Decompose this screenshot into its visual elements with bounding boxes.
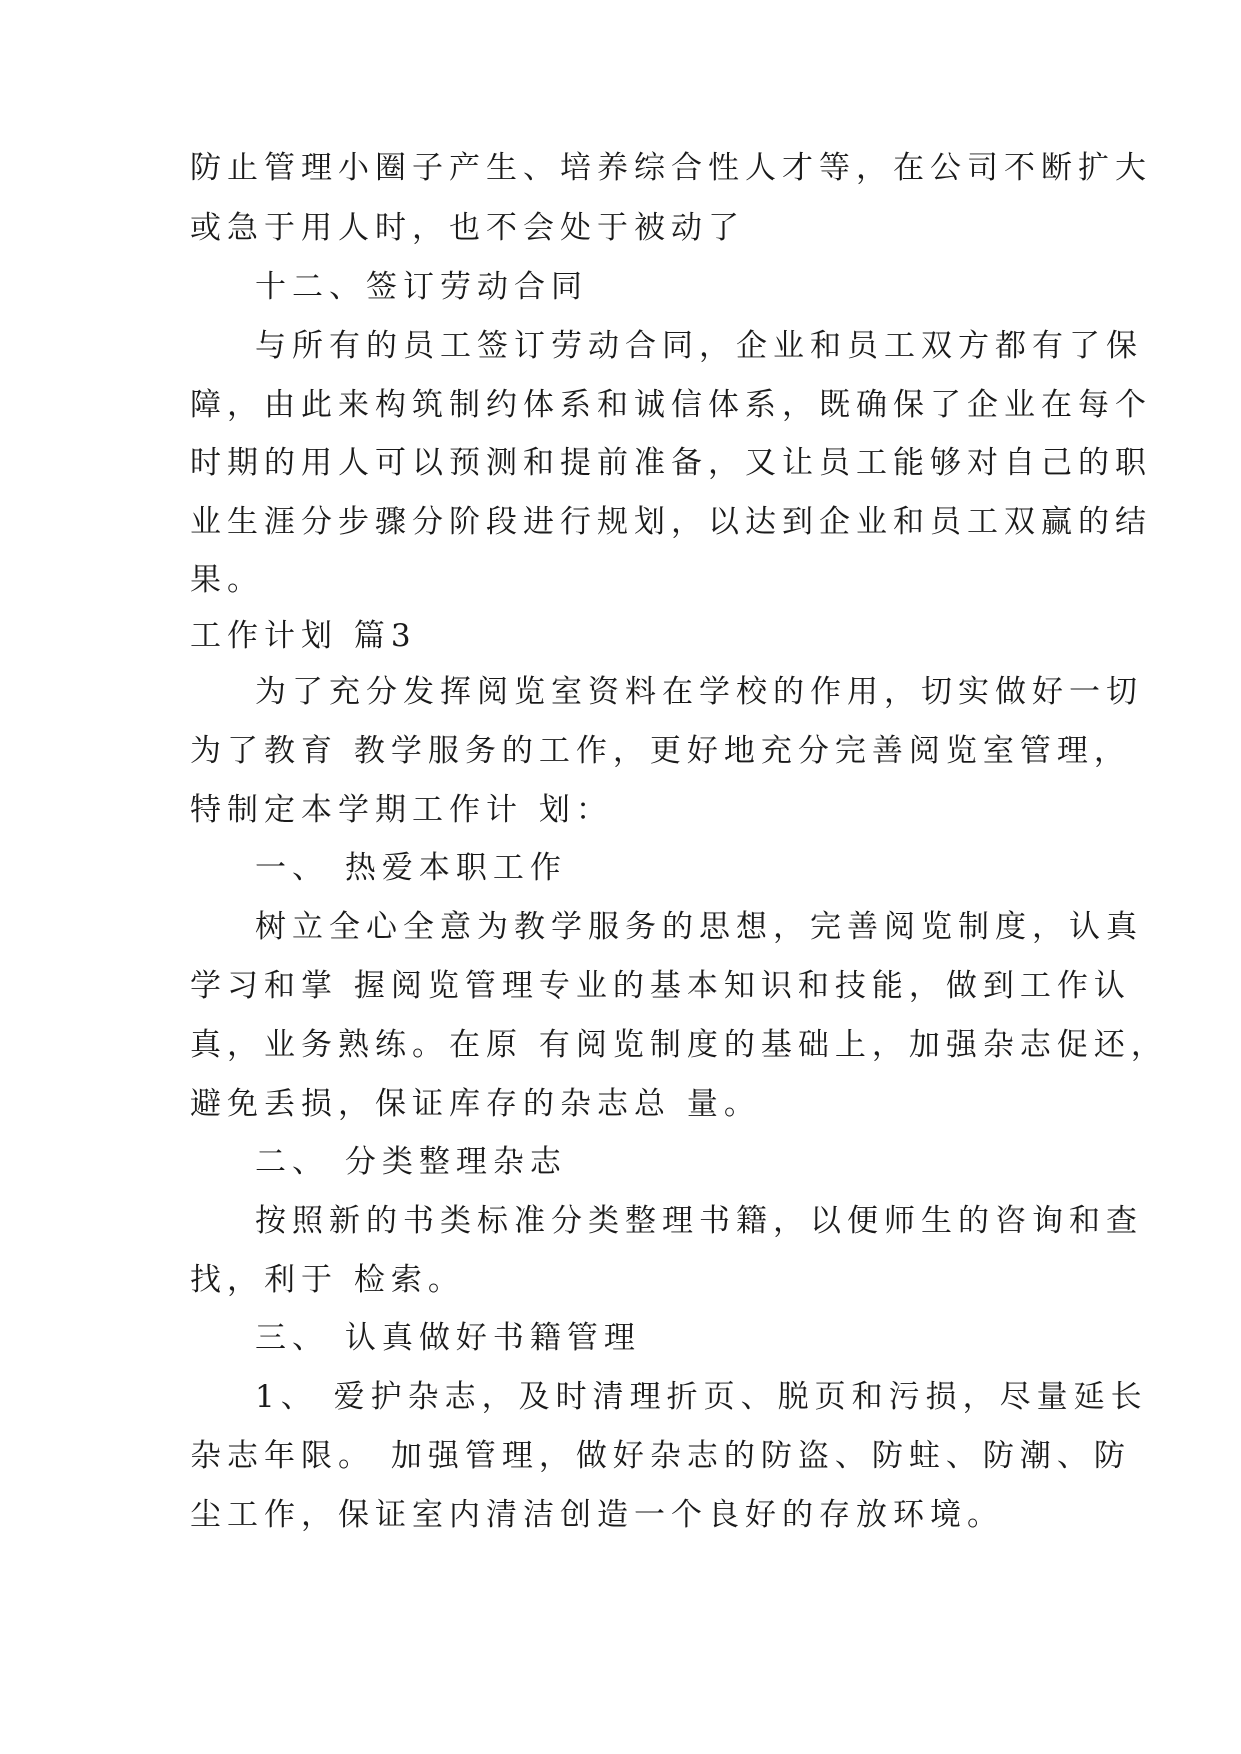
text-line: 避免丢损，保证库存的杂志总 量。: [190, 1086, 761, 1122]
text-line: 按照新的书类标准分类整理书籍，以便师生的咨询和查: [255, 1203, 1143, 1239]
section-heading: 一、 热爱本职工作: [255, 850, 567, 886]
section-heading: 二、 分类整理杂志: [255, 1144, 567, 1180]
text-line: 学习和掌 握阅览管理专业的基本知识和技能，做到工作认: [190, 968, 1131, 1004]
text-line: 找，利于 检索。: [190, 1262, 465, 1298]
text-line: 或急于用人时，也不会处于被动了: [190, 210, 745, 246]
text-line: 障，由此来构筑制约体系和诚信体系，既确保了企业在每个: [190, 387, 1152, 423]
text-line: 与所有的员工签订劳动合同，企业和员工双方都有了保: [255, 328, 1143, 364]
document-title: 工作计划 篇3: [190, 618, 417, 654]
text-line: 为了教育 教学服务的工作，更好地充分完善阅览室管理，: [190, 733, 1131, 769]
text-line: 防止管理小圈子产生、培养综合性人才等，在公司不断扩大: [190, 150, 1152, 186]
text-line: 业生涯分步骤分阶段进行规划，以达到企业和员工双赢的结: [190, 504, 1152, 540]
text-line: 时期的用人可以预测和提前准备，又让员工能够对自己的职: [190, 445, 1152, 481]
text-line: 1、 爱护杂志，及时清理折页、脱页和污损，尽量延长: [255, 1379, 1148, 1415]
section-heading: 十二、签订劳动合同: [255, 269, 588, 305]
text-line: 果。: [190, 562, 264, 598]
text-line: 特制定本学期工作计 划：: [190, 792, 613, 828]
text-line: 为了充分发挥阅览室资料在学校的作用，切实做好一切: [255, 674, 1143, 710]
text-line: 树立全心全意为教学服务的思想，完善阅览制度，认真: [255, 909, 1143, 945]
section-heading: 三、 认真做好书籍管理: [255, 1320, 641, 1356]
text-line: 真，业务熟练。在原 有阅览制度的基础上，加强杂志促还，: [190, 1027, 1168, 1063]
text-line: 杂志年限。 加强管理，做好杂志的防盗、防蛀、防潮、防: [190, 1438, 1131, 1474]
text-line: 尘工作，保证室内清洁创造一个良好的存放环境。: [190, 1497, 1004, 1533]
